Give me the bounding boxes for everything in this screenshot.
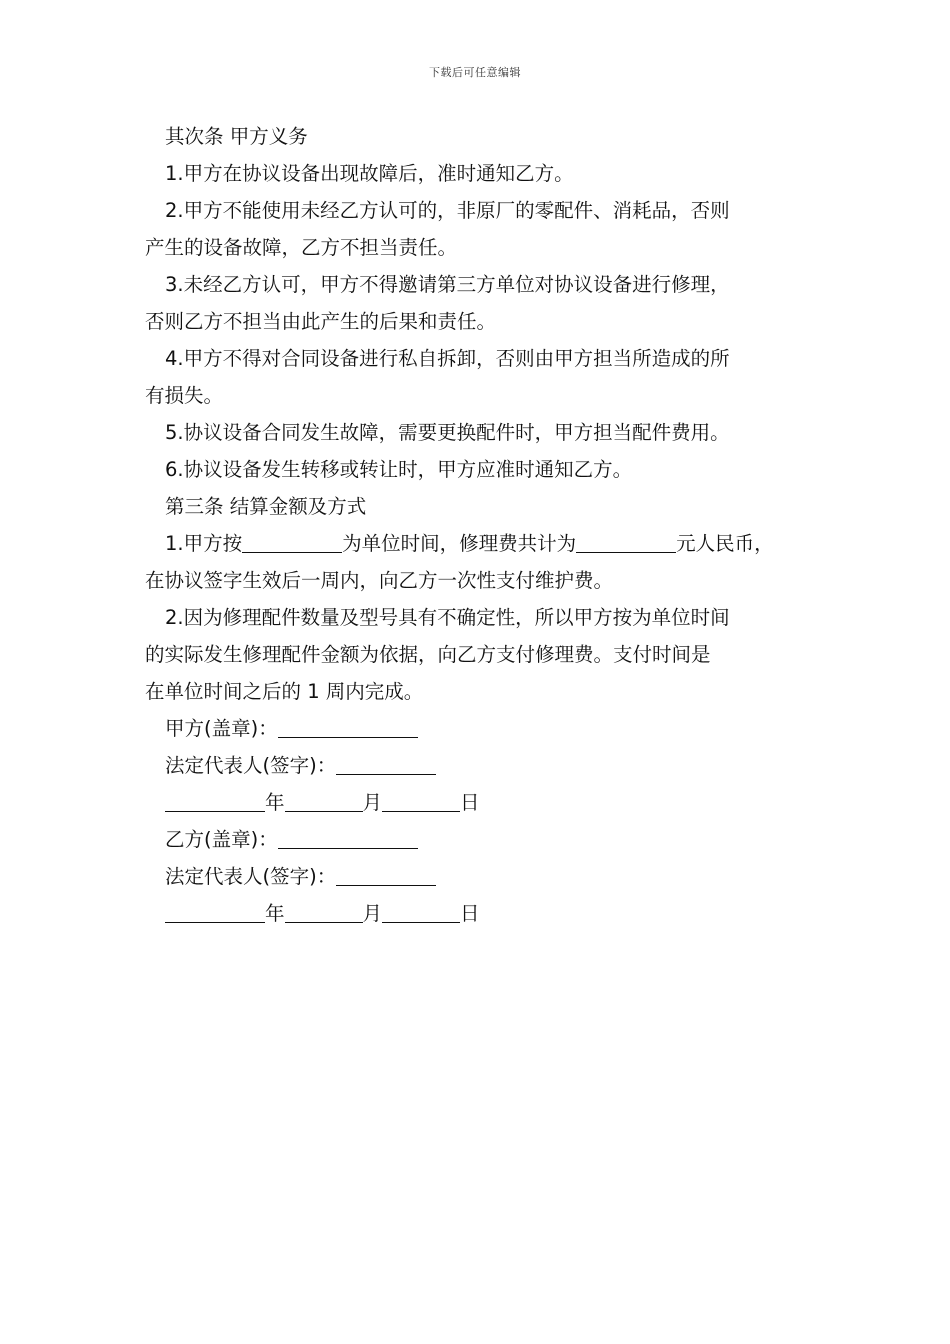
article-3-item-1-prefix: 1.甲方按 xyxy=(165,532,243,555)
article-2-item-6: 6.协议设备发生转移或转让时，甲方应准时通知乙方。 xyxy=(165,458,633,481)
month-label: 月 xyxy=(362,791,383,814)
party-b-month-blank[interactable] xyxy=(285,900,363,923)
year-label: 年 xyxy=(265,902,285,925)
party-a-seal-label: 甲方(盖章)： xyxy=(165,717,278,740)
article-2-item-4-cont: 有损失。 xyxy=(145,384,224,407)
fee-amount-blank[interactable] xyxy=(576,530,676,553)
month-label: 月 xyxy=(362,902,383,925)
article-2-item-5: 5.协议设备合同发生故障，需要更换配件时，甲方担当配件费用。 xyxy=(165,421,730,444)
party-a-rep-label: 法定代表人(签字)： xyxy=(165,754,337,777)
article-3-item-1-suffix: 元人民币， xyxy=(676,532,774,555)
article-2-item-2: 2.甲方不能使用未经乙方认可的，非原厂的零配件、消耗品，否则 xyxy=(165,199,730,222)
day-label: 日 xyxy=(460,791,480,814)
party-b-rep-line xyxy=(145,858,810,895)
party-a-rep-blank[interactable] xyxy=(336,752,436,775)
article-2-item-3: 3.未经乙方认可，甲方不得邀请第三方单位对协议设备进行修理， xyxy=(165,273,730,296)
party-b-year-blank[interactable] xyxy=(165,900,265,923)
party-a-day-blank[interactable] xyxy=(382,789,460,812)
party-a-rep-line xyxy=(145,747,810,784)
article-3-item-2-cont-2: 在单位时间之后的 1 周内完成。 xyxy=(145,680,424,703)
party-b-seal-label: 乙方(盖章)： xyxy=(165,828,278,851)
article-2-item-3-cont: 否则乙方不担当由此产生的后果和责任。 xyxy=(145,310,497,333)
party-b-day-blank[interactable] xyxy=(382,900,460,923)
article-3-title: 第三条 结算金额及方式 xyxy=(165,495,367,518)
party-b-seal-blank[interactable] xyxy=(278,826,418,849)
year-label: 年 xyxy=(265,791,285,814)
party-b-date-line xyxy=(145,895,810,932)
article-3-item-1-cont: 在协议签字生效后一周内，向乙方一次性支付维护费。 xyxy=(145,569,614,592)
article-3-item-1-middle: 为单位时间，修理费共计为 xyxy=(342,532,577,555)
party-b-rep-label: 法定代表人(签字)： xyxy=(165,865,337,888)
page-header: 下载后可任意编辑 xyxy=(429,66,521,79)
party-b-rep-blank[interactable] xyxy=(336,863,436,886)
document-body xyxy=(145,118,810,932)
article-2-item-1: 1.甲方在协议设备出现故障后，准时通知乙方。 xyxy=(165,162,574,185)
party-a-date-line xyxy=(145,784,810,821)
article-3-item-2: 2.因为修理配件数量及型号具有不确定性，所以甲方按为单位时间 xyxy=(165,606,730,629)
time-unit-blank[interactable] xyxy=(242,530,342,553)
article-2-title: 其次条 甲方义务 xyxy=(165,125,308,148)
day-label: 日 xyxy=(460,902,480,925)
party-a-year-blank[interactable] xyxy=(165,789,265,812)
article-2-item-4: 4.甲方不得对合同设备进行私自拆卸，否则由甲方担当所造成的所 xyxy=(165,347,730,370)
party-b-seal-line xyxy=(145,821,810,858)
party-a-seal-blank[interactable] xyxy=(278,715,418,738)
article-2-item-2-cont: 产生的设备故障，乙方不担当责任。 xyxy=(145,236,458,259)
article-3-item-2-cont-1: 的实际发生修理配件金额为依据，向乙方支付修理费。支付时间是 xyxy=(145,643,711,666)
party-a-seal-line xyxy=(145,710,810,747)
article-3-item-1 xyxy=(145,525,810,562)
party-a-month-blank[interactable] xyxy=(285,789,363,812)
